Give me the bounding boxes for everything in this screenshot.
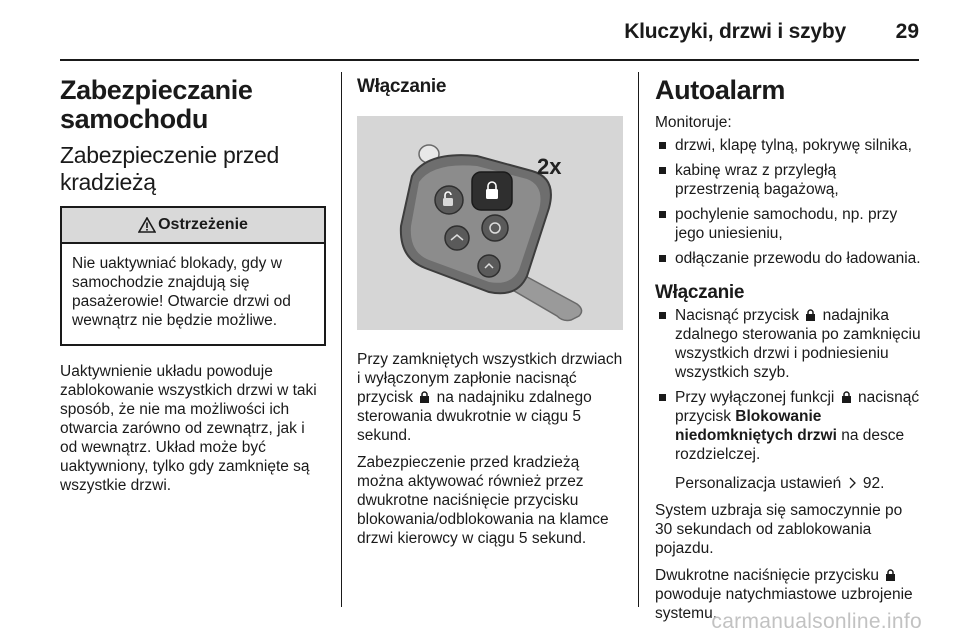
activation-steps [655,306,923,464]
warning-header [62,208,324,244]
step-text: nacisnąć przycisk [675,389,920,425]
para-text: Przy zamkniętych wszystkich drzwiach i wyłączonym zapłonie nacisnąć przycisk [357,351,623,406]
para-text: Dwukrotne naciśnięcie przycisku [655,567,879,584]
monitor-list [655,136,923,268]
subsection-heading: Włączanie [357,76,447,97]
section-heading: Autoalarm [655,75,785,105]
step-text: Nacisnąć przycisk [675,307,800,324]
list-item: drzwi, klapę tylną, pokrywę silnika, [655,136,923,155]
key-fob-icon [357,116,623,330]
body-paragraph: System uzbraja się samoczynnie po 30 sekundach od zablokowania pojazdu. [655,502,903,557]
para-text: na nadajniku zdalnego sterowania dwukrotnie w ciągu 5 sekund. [357,389,592,444]
lock-icon [419,391,430,403]
page-number: 29 [895,20,919,43]
list-item [655,306,923,382]
page-ref-arrow-icon [848,477,857,489]
step-text: na desce rozdzielczej. [675,427,905,463]
warning-triangle-icon [138,217,156,233]
press-twice-label: 2x [537,154,562,179]
step-text: nadajnika zdalnego sterowania po zamknięciu wszystkich drzwi i podniesieniu wszystkich szyb. [675,307,921,381]
personalization-ref [655,474,923,493]
column-3 [655,70,923,631]
column-divider-2 [638,72,639,607]
lock-icon [885,569,896,581]
column-divider-1 [341,72,342,607]
lock-icon [805,309,816,321]
body-paragraph: Uaktywnienie układu powoduje zablokowanie wszystkich drzwi w taki sposób, że nie ma możliwości ich otwarcia zarówno od zewnątrz, jak i od wewnątrz. Układ może być uaktywniony, tylko gdy zamknięte są wszystkie drzwi. [60,363,317,494]
warning-title: Ostrzeżenie [158,216,248,233]
ref-text: Personalizacja ustawień [675,475,842,492]
body-paragraph: Zabezpieczenie przed kradzieżą można aktywować również przez dwukrotne naciśnięcie przycisku blokowania/odblokowania na klamce drzwi kierowcy w ciągu 5 sekund. [357,454,609,547]
watermark: carmanualsonline.info [711,610,922,633]
ref-page: 92. [862,475,885,492]
button-name: Blokowanie niedomkniętych drzwi [675,408,837,444]
key-fob-illustration [357,116,623,330]
running-header: Kluczyki, drzwi i szyby [624,20,846,43]
para-text: powoduje natychmiastowe uzbrojenie systemu. [655,586,913,622]
subsection-heading: Zabezpieczenie przed kradzieżą [60,142,280,195]
list-item [655,388,923,464]
column-1 [60,70,326,503]
list-item: pochylenie samochodu, np. przy jego uniesieniu, [655,205,923,243]
column-2 [357,76,623,556]
subsection-heading: Włączanie [655,282,745,303]
lock-icon [841,391,852,403]
step-text: Przy wyłączonej funkcji [675,389,835,406]
list-item: kabinę wraz z przyległą przestrzenią bagażową, [655,161,923,199]
warning-text: Nie uaktywniać blokady, gdy w samochodzie znajdują się pasażerowie! Otwarcie drzwi od wewnątrz nie będzie możliwe. [72,255,291,329]
section-heading: Zabezpieczanie samochodu [60,75,253,134]
header-rule [60,59,919,61]
list-item: odłączanie przewodu do ładowania. [655,249,923,268]
body-paragraph [357,350,623,445]
warning-box [60,206,326,346]
monitors-label: Monitoruje: [655,114,732,131]
